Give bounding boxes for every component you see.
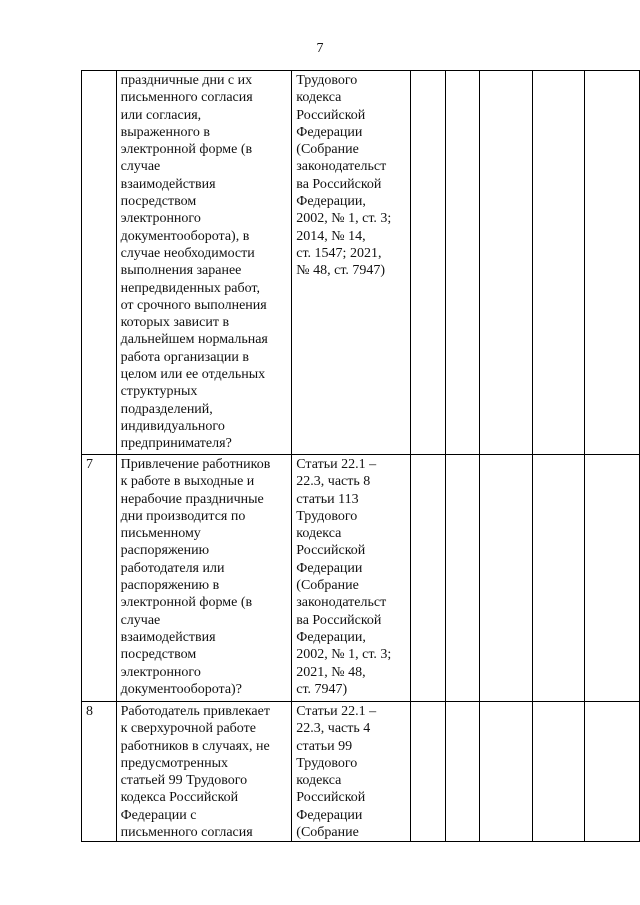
text-line: к работе в выходные и xyxy=(120,474,255,490)
text-line: Федерации xyxy=(296,124,363,140)
text-line: ва Российской xyxy=(296,176,382,192)
text-line: Статьи 22.1 – xyxy=(296,704,377,719)
answer-no-cell xyxy=(445,455,480,702)
text-line: работа организации в xyxy=(120,349,250,365)
legal-reference-cell xyxy=(292,455,411,702)
text-line: кодекса xyxy=(296,526,342,542)
text-line: кодекса Российской xyxy=(120,790,239,806)
text-line: дни производится по xyxy=(120,508,246,524)
checklist-table xyxy=(81,70,640,842)
text-line: посредством xyxy=(120,647,197,663)
text-line: ва Российской xyxy=(296,612,382,628)
extra-cell xyxy=(584,702,639,842)
text-line: случае xyxy=(120,612,161,628)
legal-reference-text xyxy=(292,71,410,280)
text-line: (Собрание xyxy=(296,142,359,158)
note-cell xyxy=(533,455,584,702)
legal-reference-text xyxy=(292,702,410,841)
text-line: 2021, № 48, xyxy=(296,664,366,680)
table-row xyxy=(82,71,640,455)
answer-yes-cell xyxy=(411,455,446,702)
text-line: законодательст xyxy=(296,595,387,611)
question-cell xyxy=(116,71,292,455)
text-line: Федерации xyxy=(296,560,363,576)
text-line: электронного xyxy=(120,664,201,680)
text-line: кодекса xyxy=(296,90,342,106)
text-line: посредством xyxy=(120,194,197,210)
text-line: законодательст xyxy=(296,159,387,175)
text-line: Статьи 22.1 – xyxy=(296,457,377,472)
text-line: № 48, ст. 7947) xyxy=(296,263,386,279)
text-line: письменного согласия xyxy=(120,90,253,106)
legal-reference-cell xyxy=(292,71,411,455)
legal-reference-text xyxy=(292,455,410,698)
answer-no-cell xyxy=(445,702,480,842)
text-line: распоряжению в xyxy=(120,578,220,594)
text-line: или согласия, xyxy=(120,107,202,123)
text-line: документооборота), в xyxy=(120,228,250,244)
text-line: статьей 99 Трудового xyxy=(120,773,248,789)
note-cell xyxy=(533,71,584,455)
text-line: взаимодействия xyxy=(120,176,216,192)
row-number-cell: 7 xyxy=(82,455,117,702)
text-line: нерабочие праздничные xyxy=(120,491,264,507)
text-line: Российской xyxy=(296,543,366,559)
text-line: письменного согласия xyxy=(120,825,253,841)
table-row xyxy=(82,702,640,842)
text-line: взаимодействия xyxy=(120,629,216,645)
text-line: Федерации, xyxy=(296,629,366,645)
answer-not-applicable-cell xyxy=(480,71,533,455)
text-line: выполнения заранее xyxy=(120,263,242,279)
text-line: которых зависит в xyxy=(120,315,230,331)
question-text xyxy=(117,71,292,453)
answer-not-applicable-cell xyxy=(480,455,533,702)
text-line: Российской xyxy=(296,790,366,806)
text-line: от срочного выполнения xyxy=(120,297,267,313)
text-line: работодателя или xyxy=(120,560,225,576)
table-row xyxy=(82,455,640,702)
text-line: Привлечение работников xyxy=(120,457,271,472)
text-line: 22.3, часть 8 xyxy=(296,474,371,490)
text-line: электронного xyxy=(120,211,201,227)
text-line: электронной форме (в xyxy=(120,142,253,158)
text-line: непредвиденных работ, xyxy=(120,280,260,296)
answer-not-applicable-cell xyxy=(480,702,533,842)
answer-yes-cell xyxy=(411,702,446,842)
answer-yes-cell xyxy=(411,71,446,455)
answer-no-cell xyxy=(445,71,480,455)
text-line: индивидуального xyxy=(120,418,225,434)
extra-cell xyxy=(584,455,639,702)
text-line: электронной форме (в xyxy=(120,595,253,611)
text-line: Российской xyxy=(296,107,366,123)
text-line: Трудового xyxy=(296,755,358,771)
text-line: Трудового xyxy=(296,508,358,524)
text-line: предусмотренных xyxy=(120,755,229,771)
text-line: Работодатель привлекает xyxy=(120,704,270,719)
extra-cell xyxy=(584,71,639,455)
text-line: ст. 1547; 2021, xyxy=(296,245,382,261)
text-line: Федерации xyxy=(296,807,363,823)
text-line: 2002, № 1, ст. 3; xyxy=(296,647,392,663)
question-cell xyxy=(116,702,292,842)
text-line: статьи 99 xyxy=(296,738,353,754)
legal-reference-cell xyxy=(292,702,411,842)
note-cell xyxy=(533,702,584,842)
text-line: случае xyxy=(120,159,161,175)
text-line: целом или ее отдельных xyxy=(120,367,266,383)
text-line: Трудового xyxy=(296,73,358,88)
text-line: дальнейшем нормальная xyxy=(120,332,268,348)
text-line: кодекса xyxy=(296,773,342,789)
text-line: структурных xyxy=(120,384,198,400)
text-line: 22.3, часть 4 xyxy=(296,721,371,737)
text-line: 2014, № 14, xyxy=(296,228,366,244)
text-line: работников в случаях, не xyxy=(120,738,270,754)
page-number: 7 xyxy=(316,41,324,56)
text-line: 2002, № 1, ст. 3; xyxy=(296,211,392,227)
text-line: к сверхурочной работе xyxy=(120,721,256,737)
text-line: подразделений, xyxy=(120,401,213,417)
text-line: письменному xyxy=(120,526,201,542)
text-line: предпринимателя? xyxy=(120,436,232,452)
text-line: статьи 113 xyxy=(296,491,359,507)
text-line: ст. 7947) xyxy=(296,681,348,697)
text-line: праздничные дни с их xyxy=(120,73,253,88)
question-text xyxy=(117,702,292,841)
text-line: случае необходимости xyxy=(120,245,255,261)
row-number-cell xyxy=(82,71,117,455)
text-line: документооборота)? xyxy=(120,681,242,697)
text-line: (Собрание xyxy=(296,825,359,841)
question-cell xyxy=(116,455,292,702)
text-line: выраженного в xyxy=(120,124,210,140)
row-number-cell: 8 xyxy=(82,702,117,842)
question-text xyxy=(117,455,292,698)
text-line: распоряжению xyxy=(120,543,210,559)
text-line: (Собрание xyxy=(296,578,359,594)
text-line: Федерации с xyxy=(120,807,197,823)
text-line: Федерации, xyxy=(296,194,366,210)
